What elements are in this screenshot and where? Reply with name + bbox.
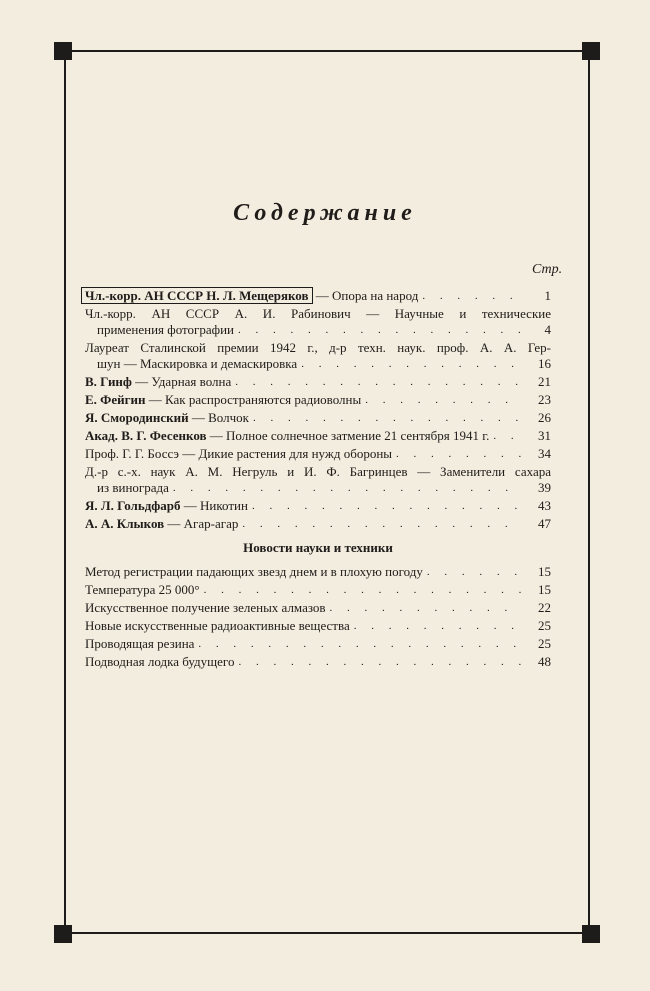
news-title: Температура 25 000° [85, 582, 200, 597]
toc-text-line: Д.-р с.-х. наук А. М. Негруль и И. Ф. Багринцев — Заменители сахара [85, 464, 551, 479]
news-entry[interactable] [85, 600, 551, 616]
toc-page: 1 [544, 288, 551, 303]
news-entry[interactable] [85, 618, 551, 634]
toc-text-line: Лауреат Сталинской премии 1942 г., д-р техн. наук. проф. А. А. Гер- [85, 340, 551, 355]
news-entry[interactable] [85, 654, 551, 670]
news-entry[interactable] [85, 564, 551, 580]
news-title: Подводная лодка будущего [85, 654, 235, 669]
news-entry[interactable] [85, 636, 551, 652]
toc-entry[interactable] [85, 498, 551, 514]
toc-page: 15 [538, 582, 551, 597]
toc-author: Проф. Г. Г. Боссэ [85, 446, 179, 461]
frame-left [64, 52, 66, 932]
toc-entry[interactable] [85, 410, 551, 426]
toc-page: 39 [538, 480, 551, 495]
toc-entry[interactable] [85, 428, 551, 444]
toc-entry[interactable] [85, 392, 551, 408]
toc-page: 47 [538, 516, 551, 531]
frame-right [588, 52, 590, 932]
toc-author: Е. Фейгин [85, 392, 146, 407]
section-heading: Новости науки и техники [243, 540, 393, 555]
toc-entry[interactable] [85, 446, 551, 462]
toc-title: — Никотин [183, 498, 248, 513]
toc-page: 25 [538, 636, 551, 651]
toc-page: 15 [538, 564, 551, 579]
toc-title: — Ударная волна [135, 374, 232, 389]
table-of-contents [85, 288, 551, 672]
toc-title: — Волчок [191, 410, 249, 425]
toc-entry[interactable] [85, 340, 551, 372]
toc-entry[interactable] [85, 306, 551, 338]
frame-top [62, 50, 592, 52]
toc-entry[interactable] [85, 464, 551, 496]
toc-page: 48 [538, 654, 551, 669]
toc-text-line: из винограда [97, 480, 169, 495]
toc-page: 23 [538, 392, 551, 407]
toc-page: 4 [544, 322, 551, 337]
corner-ornament [582, 925, 600, 943]
news-title: Метод регистрации падающих звезд днем и в плохую погоду [85, 564, 423, 579]
toc-title: — Агар-агар [167, 516, 239, 531]
toc-entry[interactable] [85, 516, 551, 532]
corner-ornament [582, 42, 600, 60]
toc-page: 31 [538, 428, 551, 443]
toc-page: 43 [538, 498, 551, 513]
toc-title: — Как распространяются радиоволны [148, 392, 362, 407]
corner-ornament [54, 925, 72, 943]
news-title: Новые искусственные радиоактивные вещества [85, 618, 350, 633]
news-title: Проводящая резина [85, 636, 195, 651]
toc-text-line: Чл.-корр. АН СССР А. И. Рабинович — Научные и технические [85, 306, 551, 321]
page-column-header: Стр. [532, 262, 563, 277]
toc-author: Чл.-корр. АН СССР Н. Л. Мещеряков [81, 287, 313, 304]
toc-page: 16 [538, 356, 551, 371]
toc-page: 34 [538, 446, 551, 461]
toc-entry[interactable] [85, 288, 551, 304]
toc-title: — Опора на народ [315, 288, 419, 303]
toc-title: — Дикие растения для нужд обороны [182, 446, 393, 461]
frame-bottom [62, 932, 592, 934]
toc-page: 22 [538, 600, 551, 615]
corner-ornament [54, 42, 72, 60]
toc-author: Я. Л. Гольдфарб [85, 498, 181, 513]
toc-author: Я. Смородинский [85, 410, 189, 425]
toc-page: 26 [538, 410, 551, 425]
toc-author: А. А. Клыков [85, 516, 165, 531]
toc-author: В. Гинф [85, 374, 132, 389]
page-title: Содержание [233, 200, 417, 226]
news-title: Искусственное получение зеленых алмазов [85, 600, 326, 615]
toc-title: — Полное солнечное затмение 21 сентября 1941 г. [209, 428, 490, 443]
toc-page: 21 [538, 374, 551, 389]
toc-text-line: шун — Маскировка и демаскировка [97, 356, 298, 371]
toc-page: 25 [538, 618, 551, 633]
toc-entry[interactable] [85, 374, 551, 390]
news-entry[interactable] [85, 582, 551, 598]
toc-text-line: применения фотографии [97, 322, 234, 337]
toc-author: Акад. В. Г. Фесенков [85, 428, 207, 443]
